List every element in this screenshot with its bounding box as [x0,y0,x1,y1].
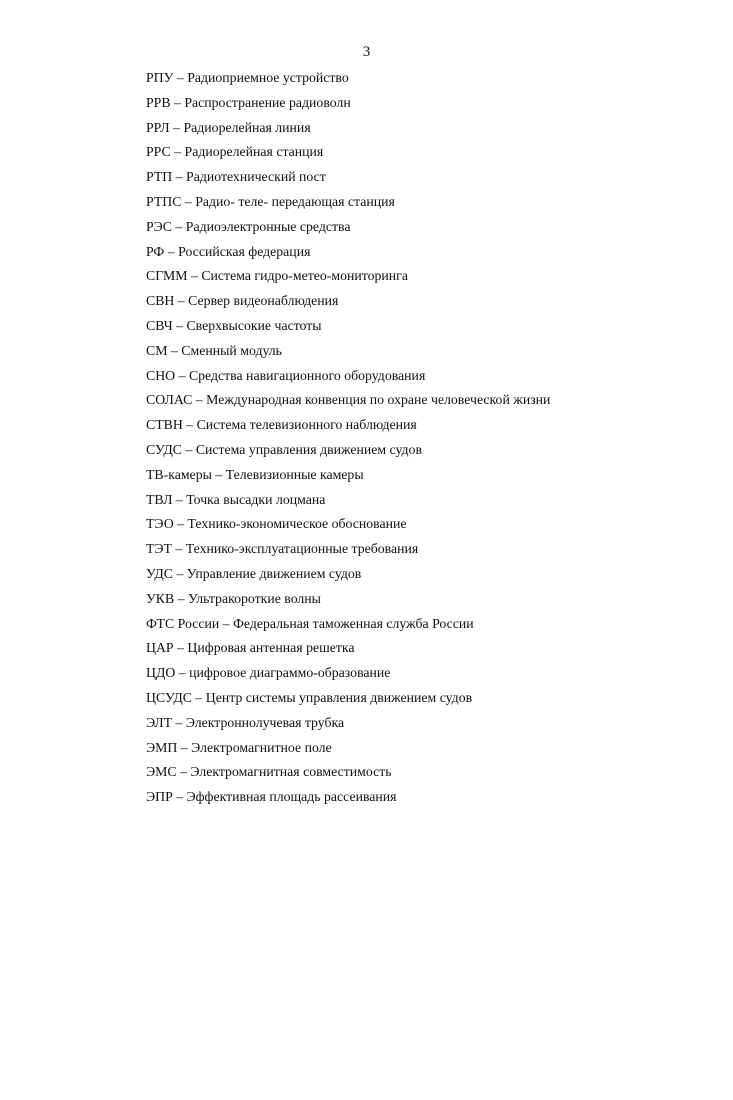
abbreviation-entry [146,91,550,116]
abbreviation-dash: – [175,367,189,383]
abbreviation-term: ТЭО [146,516,174,532]
abbreviation-definition: Система гидро-метео-мониторинга [201,268,408,284]
abbreviation-definition: Средства навигационного оборудования [188,367,426,383]
abbreviation-entry [146,339,550,364]
abbreviation-entry [146,537,550,562]
abbreviation-definition: Сервер видеонаблюдения [188,293,339,309]
abbreviation-term: ТВЛ [146,491,173,507]
abbreviation-term: УКВ [146,590,175,606]
abbreviation-dash: – [173,516,188,532]
abbreviation-entry [146,364,550,389]
abbreviation-dash: – [171,541,186,557]
abbreviation-entry [146,636,550,661]
abbreviation-definition: Радиорелейная станция [184,144,324,160]
abbreviation-dash: – [172,714,186,730]
abbreviation-term: ФТС России [146,615,220,631]
abbreviation-definition: Телевизионные камеры [225,466,364,482]
abbreviation-entry [146,562,550,587]
abbreviation-definition: Электромагнитная совместимость [190,764,392,780]
abbreviation-dash: – [173,70,188,85]
abbreviation-definition: Электромагнитное поле [191,739,332,755]
abbreviation-dash: – [175,665,190,681]
abbreviation-term: РРВ [146,94,171,110]
abbreviation-dash: – [191,689,206,705]
abbreviation-definition: Ультракороткие волны [187,590,321,606]
abbreviation-entry [146,686,550,711]
abbreviation-term: ЭПР [146,789,173,805]
abbreviation-entry [146,140,550,165]
abbreviation-entry [146,116,550,141]
abbreviation-definition: Центр системы управления движением судов [205,689,473,705]
abbreviation-entry [146,612,550,637]
abbreviation-entry [146,190,550,215]
abbreviation-list [146,66,550,810]
abbreviation-entry [146,463,550,488]
abbreviation-definition: Эффективная площадь рассеивания [186,789,397,805]
abbreviation-entry [146,413,550,438]
abbreviation-entry [146,760,550,785]
abbreviation-term: РЭС [146,218,172,234]
abbreviation-term: РРЛ [146,119,170,135]
abbreviation-dash: – [172,317,187,333]
abbreviation-dash: – [172,789,187,805]
abbreviation-term: РРС [146,144,171,160]
abbreviation-entry [146,240,550,265]
abbreviation-entry [146,66,550,91]
abbreviation-dash: – [174,590,188,606]
abbreviation-definition: Сверхвысокие частоты [186,317,322,333]
abbreviation-term: РТПС [146,193,182,209]
abbreviation-dash: – [172,491,187,507]
abbreviation-term: СТВН [146,417,183,433]
abbreviation-term: СМ [146,342,168,358]
abbreviation-definition: Федеральная таможенная служба России [233,615,474,631]
abbreviation-definition: Радио- теле- передающая станция [195,193,395,209]
abbreviation-term: ЦСУДС [146,689,192,705]
abbreviation-entry [146,661,550,686]
abbreviation-definition: Радиоприемное устройство [187,70,349,85]
abbreviation-term: РПУ [146,70,174,85]
abbreviation-term: РФ [146,243,165,259]
abbreviation-dash: – [182,441,196,457]
abbreviation-definition: Сменный модуль [181,342,282,358]
abbreviation-dash: – [177,739,192,755]
abbreviation-definition: Управление движением судов [186,565,362,581]
abbreviation-definition: Система телевизионного наблюдения [196,417,417,433]
abbreviation-dash: – [170,144,185,160]
abbreviation-dash: – [170,94,185,110]
abbreviation-term: ТВ-камеры [146,466,212,482]
abbreviation-definition: Радиотехнический пост [186,169,326,185]
abbreviation-entry [146,388,550,413]
abbreviation-term: СВН [146,293,175,309]
abbreviation-entry [146,165,550,190]
abbreviation-definition: Технико-экономическое обоснование [187,516,407,532]
abbreviation-dash: – [171,218,186,234]
abbreviation-term: ЦАР [146,640,174,656]
abbreviation-dash: – [182,417,197,433]
abbreviation-dash: – [169,119,184,135]
abbreviation-term: УДС [146,565,173,581]
abbreviation-definition: Радиоэлектронные средства [185,218,351,234]
abbreviation-definition: Точка высадки лоцмана [186,491,326,507]
abbreviation-dash: – [187,268,202,284]
abbreviation-entry [146,736,550,761]
abbreviation-dash: – [192,392,207,408]
abbreviation-definition: Международная конвенция по охране человеческой жизни [206,392,551,408]
abbreviation-entry [146,215,550,240]
abbreviation-definition: Распространение радиоволн [184,94,351,110]
abbreviation-entry [146,785,550,810]
abbreviation-term: ЭЛТ [146,714,173,730]
abbreviation-dash: – [167,342,182,358]
abbreviation-entry [146,438,550,463]
abbreviation-term: ЭМС [146,764,177,780]
abbreviation-dash: – [211,466,226,482]
abbreviation-definition: Цифровая антенная решетка [187,640,355,656]
abbreviation-term: ЭМП [146,739,178,755]
abbreviation-dash: – [164,243,179,259]
abbreviation-entry [146,314,550,339]
page-number: 3 [362,44,371,60]
abbreviation-dash: – [174,293,189,309]
abbreviation-definition: цифровое диаграммо-образование [189,665,391,681]
abbreviation-term: РТП [146,169,173,185]
abbreviation-term: ЦДО [146,665,176,681]
abbreviation-dash: – [219,615,234,631]
abbreviation-dash: – [173,640,188,656]
abbreviation-dash: – [172,169,187,185]
abbreviation-term: ТЭТ [146,541,172,557]
abbreviation-entry [146,711,550,736]
abbreviation-entry [146,512,550,537]
abbreviation-definition: Российская федерация [178,243,311,259]
abbreviation-dash: – [173,565,187,581]
abbreviation-term: СВЧ [146,317,173,333]
abbreviation-entry [146,289,550,314]
abbreviation-definition: Система управления движением судов [195,441,422,457]
abbreviation-term: СУДС [146,441,183,457]
abbreviation-entry [146,264,550,289]
abbreviation-dash: – [181,193,196,209]
abbreviation-term: СНО [146,367,176,383]
abbreviation-entry [146,587,550,612]
abbreviation-entry [146,488,550,513]
abbreviation-definition: Радиорелейная линия [183,119,311,135]
abbreviation-term: СОЛАС [146,392,193,408]
abbreviation-dash: – [176,764,191,780]
abbreviation-definition: Электроннолучевая трубка [185,714,345,730]
abbreviation-term: СГММ [146,268,188,284]
abbreviation-definition: Технико-эксплуатационные требования [185,541,419,557]
